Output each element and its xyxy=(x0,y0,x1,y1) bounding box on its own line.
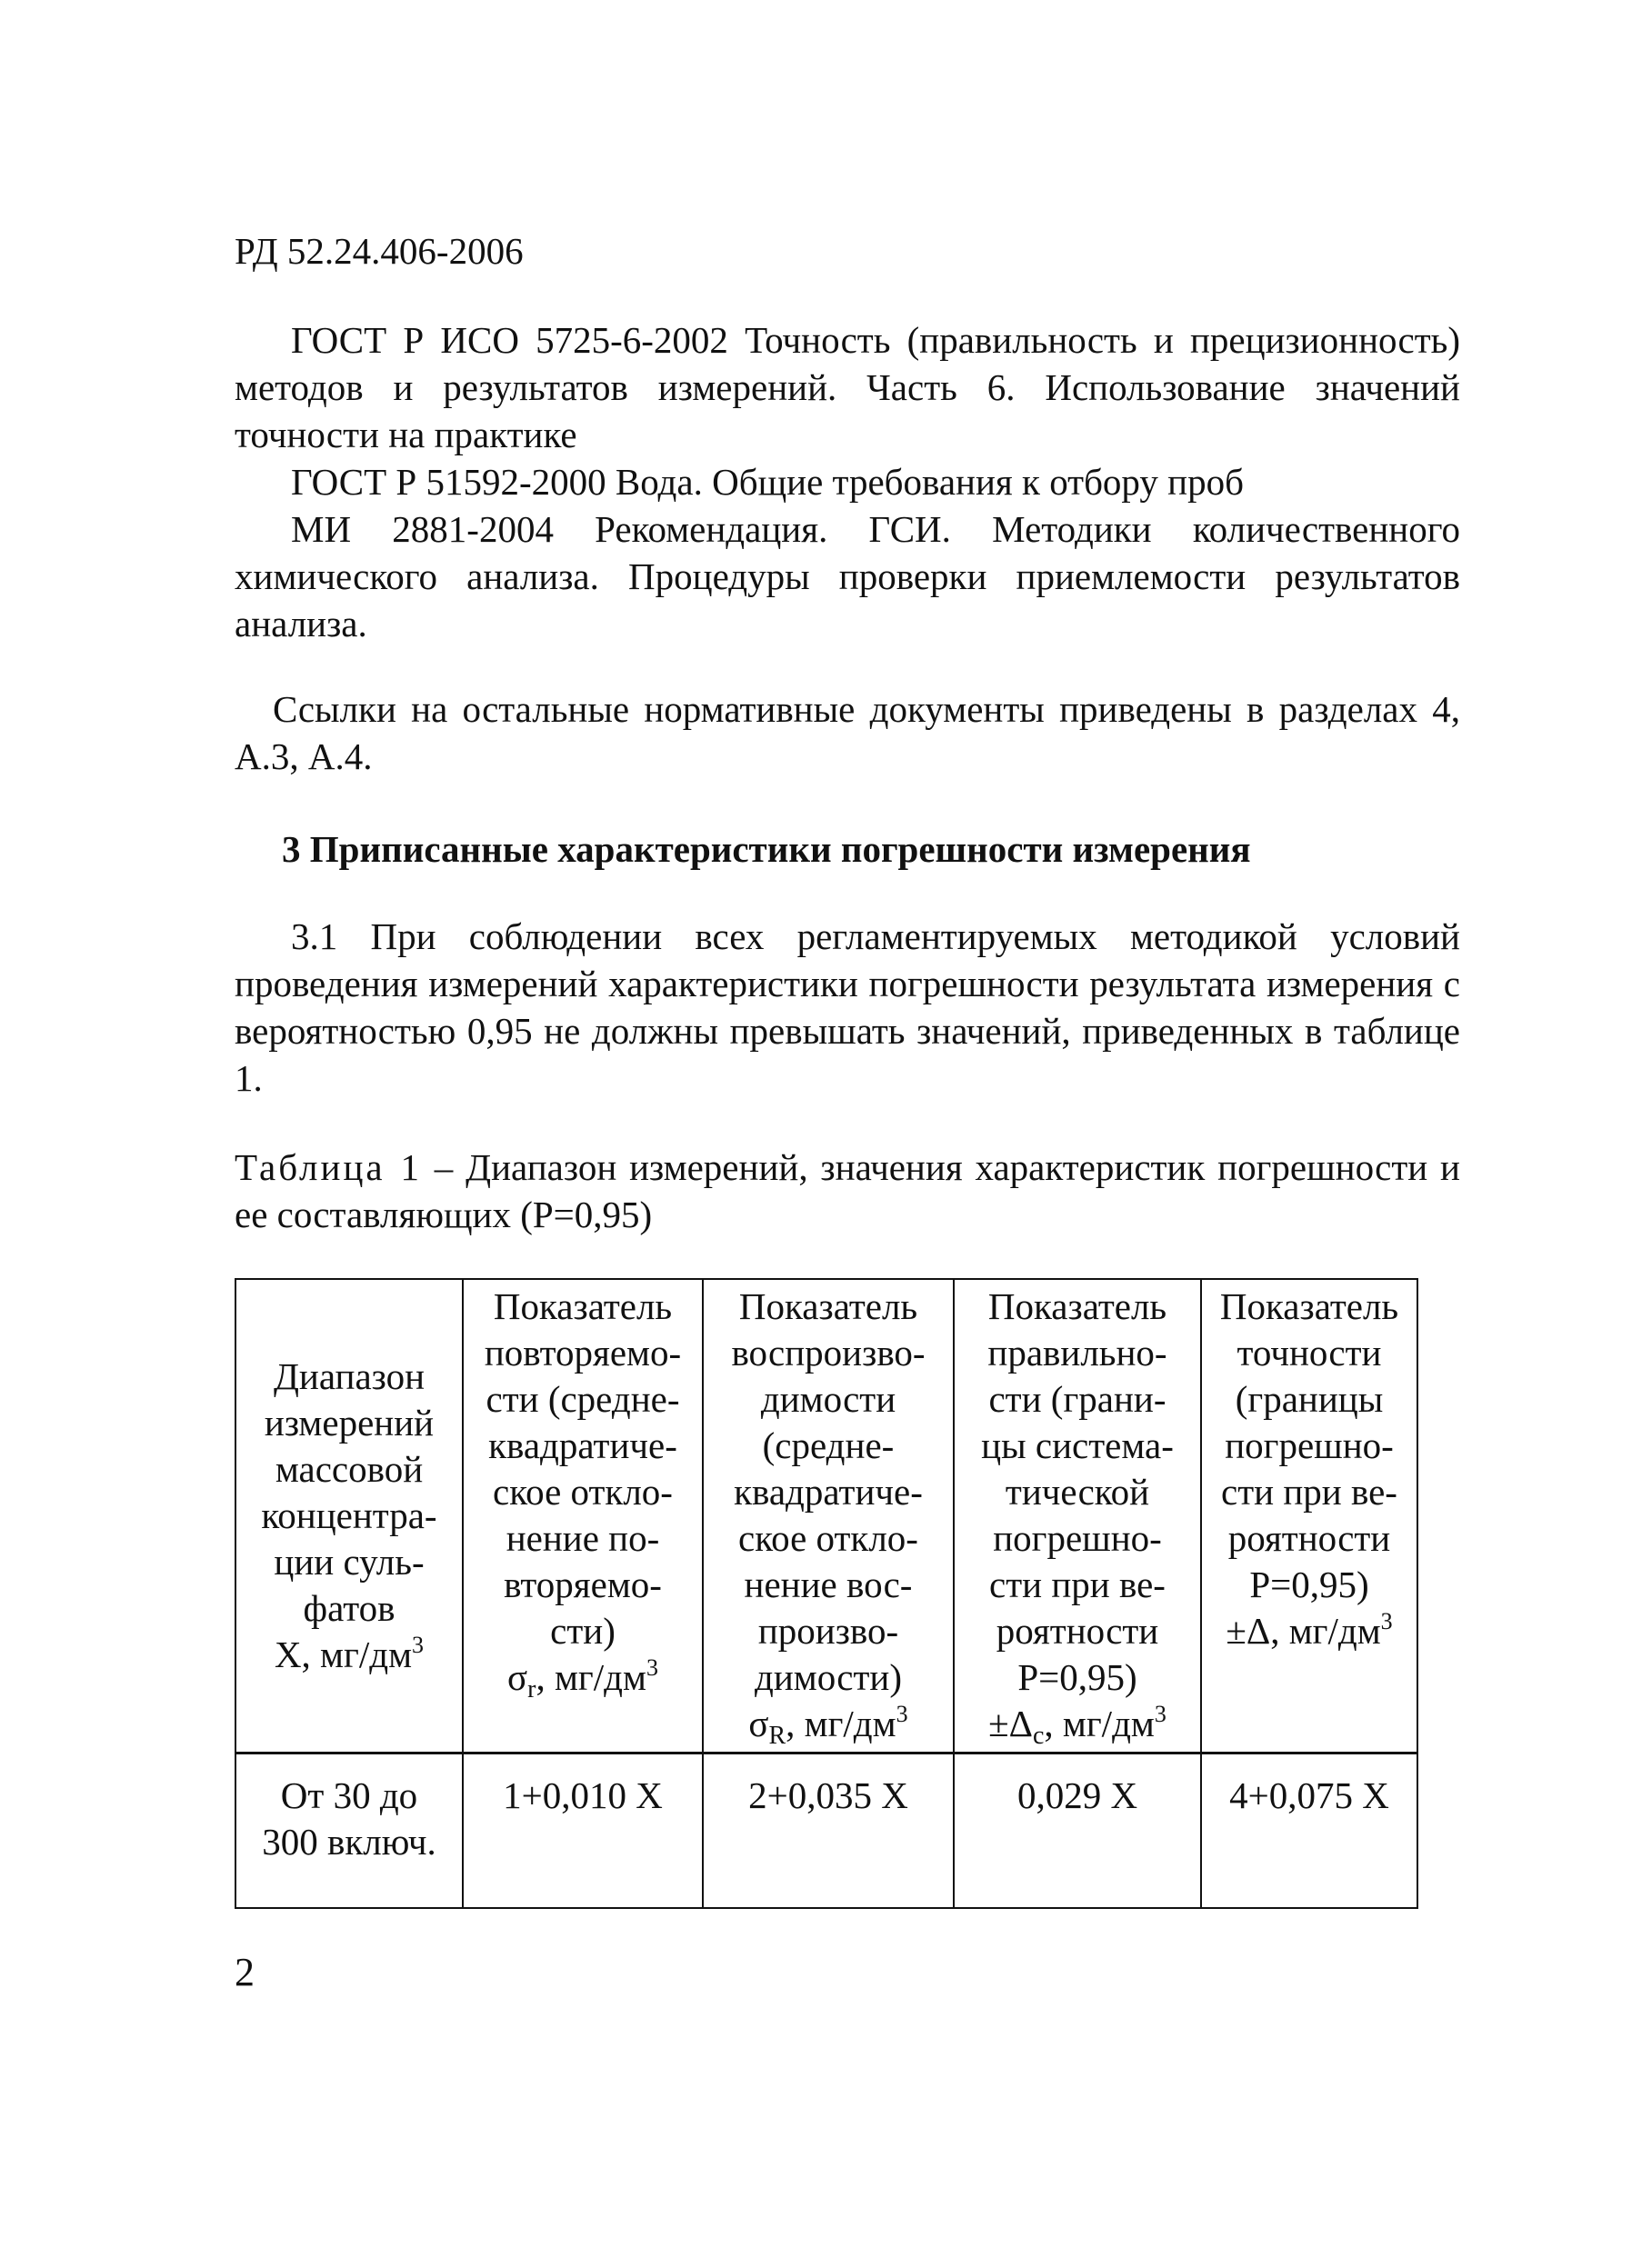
clause-3-1: 3.1 При соблюдении всех регламентируемых методикой условий проведения измерений характеристики погрешности результата измерения с вероятностью 0,95 не должны превышать значений, приведенных в таблице 1. xyxy=(235,915,1460,1099)
table-header-row xyxy=(235,1279,1417,1753)
normative-references xyxy=(235,316,1460,647)
error-characteristics-table xyxy=(235,1278,1418,1909)
reference-item: ГОСТ Р 51592-2000 Вода. Общие требования к отбору проб xyxy=(291,461,1244,503)
reference-item: ГОСТ Р ИСО 5725-6-2002 Точность (правильность и прецизионность) методов и результатов измерений. Часть 6. Использование значений точности на практике xyxy=(235,319,1460,455)
table-caption-text: – Диапазон измерений, значения характеристик погрешности и ее составляющих (Р=0,95) xyxy=(235,1146,1460,1235)
document-header: РД 52.24.406-2006 xyxy=(235,230,524,272)
section-heading: 3 Приписанные характеристики погрешности измерения xyxy=(282,828,1251,870)
cell-delta-c: 0,029 X xyxy=(954,1753,1201,1909)
header-measurement-range: Диапазон измерений массовой концентра- ции суль- фатов X, $мг/дм^3$ xyxy=(235,1279,463,1753)
cell-sigma-R: 2+0,035 X xyxy=(703,1753,954,1909)
references-note: Ссылки на остальные нормативные документы приведены в разделах 4, А.3, А.4. xyxy=(235,688,1460,777)
cell-range: От 30 до 300 включ. xyxy=(235,1753,463,1909)
cell-sigma-r: 1+0,010 X xyxy=(463,1753,703,1909)
cell-delta: 4+0,075 X xyxy=(1201,1753,1417,1909)
reference-item: МИ 2881-2004 Рекомендация. ГСИ. Методики количественного химического анализа. Процедуры проверки приемлемости результатов анализа. xyxy=(235,508,1460,644)
table-caption xyxy=(235,1144,1460,1238)
header-trueness: Показатель правильно- сти (грани- цы система- тической погрешно- сти при ве- роятности Р=0,95) ±Δc, $мг/дм^3$ xyxy=(954,1279,1201,1753)
table-row xyxy=(235,1753,1417,1909)
table-caption-label: Таблица 1 xyxy=(235,1146,422,1188)
header-reproducibility: Показатель воспроизво- димости (средне- квадратиче- ское откло- нение вос- произво- димости) σR, $мг/дм^3$ xyxy=(703,1279,954,1753)
header-repeatability: Показатель повторяемо- сти (средне- квадратиче- ское откло- нение по- вторяемо- сти) σr, $мг/дм^3$ xyxy=(463,1279,703,1753)
page-number: 2 xyxy=(235,1950,255,1994)
header-accuracy: Показатель точности (границы погрешно- сти при ве- роятности Р=0,95) ±Δ, $мг/дм^3$ xyxy=(1201,1279,1417,1753)
